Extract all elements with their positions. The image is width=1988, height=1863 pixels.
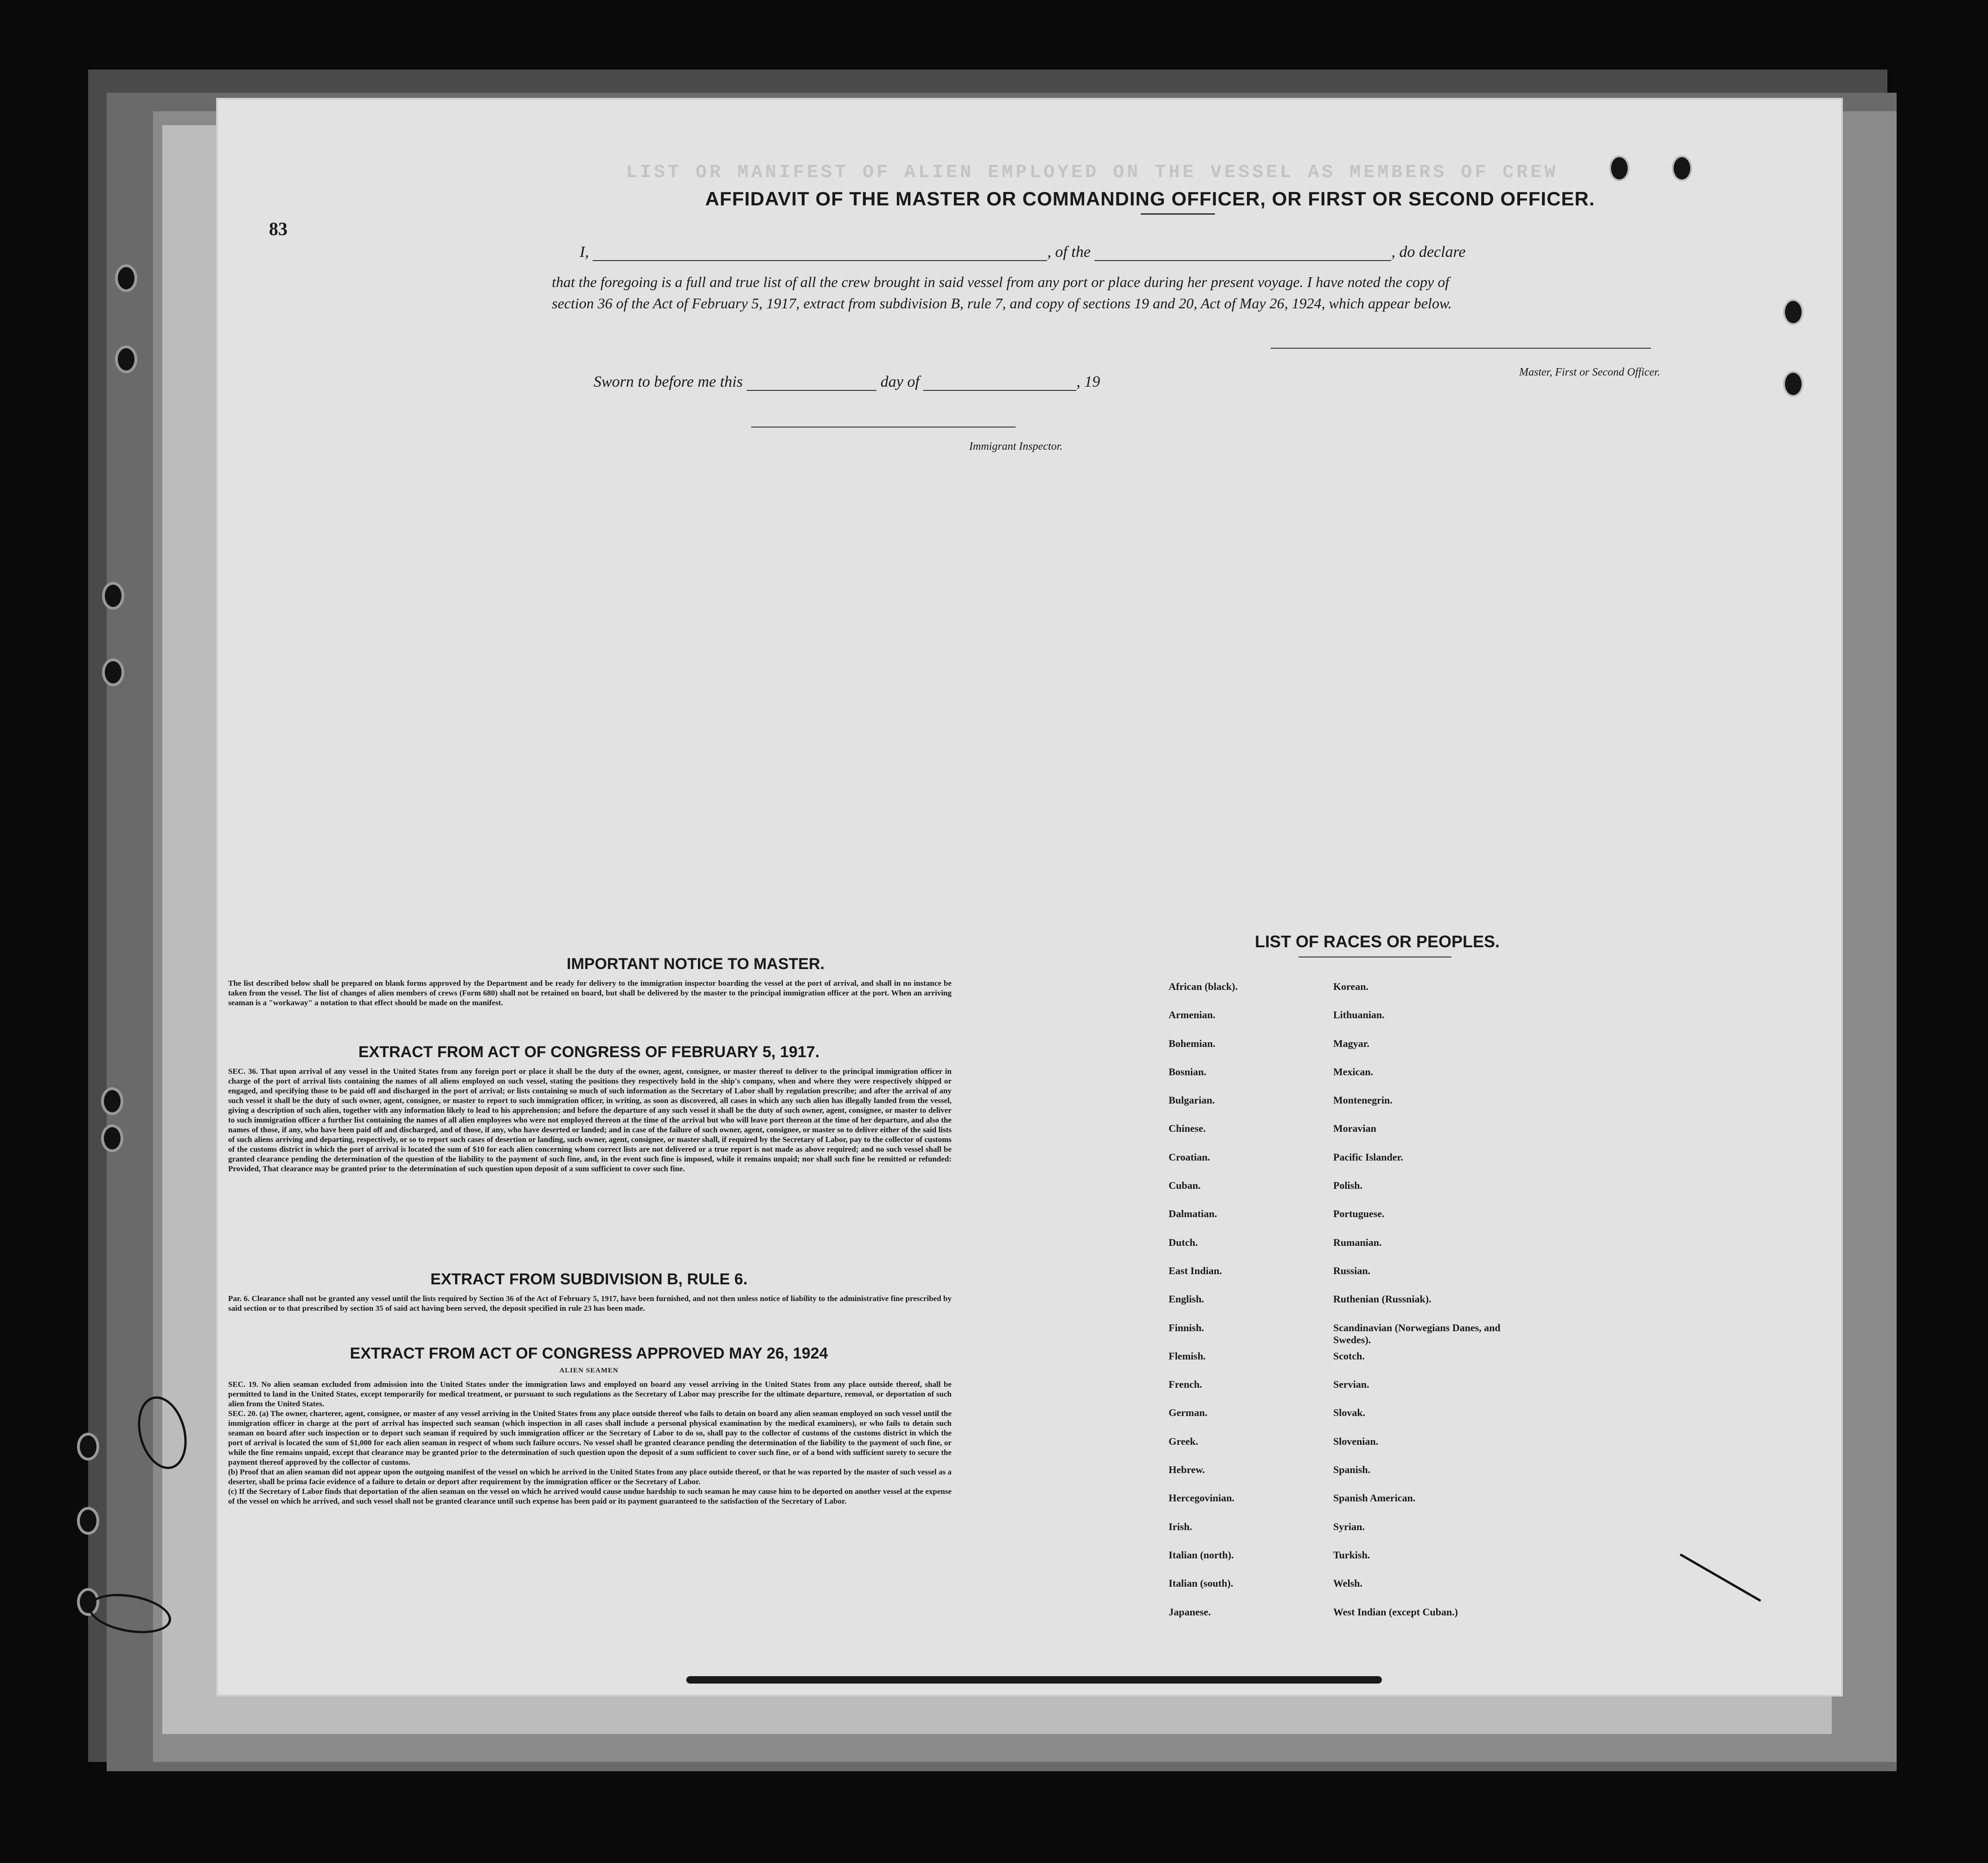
race-item: Rumanian. [1333,1236,1382,1248]
race-item: Spanish. [1333,1464,1371,1476]
race-item: Pacific Islander. [1333,1151,1403,1163]
races-left-column [1169,981,1345,1634]
race-item: Hebrew. [1169,1464,1205,1476]
race-item: German. [1169,1407,1208,1419]
punch-hole [1609,155,1630,181]
officer-signature-blank[interactable] [1271,348,1651,349]
extract-1924-subtitle: ALIEN SEAMEN [559,1367,619,1374]
race-item: Portuguese. [1333,1208,1385,1220]
punch-hole [1783,371,1803,397]
day-of-label: day of [880,373,920,390]
race-item: Magyar. [1333,1037,1370,1049]
race-item: Italian (north). [1169,1549,1234,1561]
race-item: Syrian. [1333,1520,1365,1532]
race-item: Japanese. [1169,1606,1211,1618]
sworn-label: Sworn to before me this [594,373,743,390]
divider [1141,213,1215,215]
race-item: East Indian. [1169,1264,1222,1276]
race-item: Italian (south). [1169,1577,1234,1589]
punch-hole [77,1507,99,1535]
race-item: Finnish. [1169,1321,1204,1333]
race-item: Lithuanian. [1333,1009,1385,1021]
affidavit-body: that the foregoing is a full and true list of all the crew brought in said vessel from any port or place during her present voyage. I have noted the copy of section 36 of the Act of February 5, 1917, extract from subdivision B, rule 7, and copy of sections 19 and 20, Act of May 26, 1924, which appear below. [552,274,1452,312]
race-item: French. [1169,1378,1202,1391]
punch-hole [102,658,124,686]
extract-1917-title: EXTRACT FROM ACT OF CONGRESS OF FEBRUARY 5, 1917. [358,1043,820,1061]
race-item: Ruthenian (Russniak). [1333,1293,1432,1305]
punch-hole [101,1124,123,1152]
race-item: Russian. [1333,1264,1371,1276]
race-item: Dalmatian. [1169,1208,1217,1220]
vessel-name-blank[interactable] [1094,260,1391,261]
inspector-caption: Immigrant Inspector. [969,440,1063,453]
race-item: Moravian [1333,1123,1376,1135]
race-item: English. [1169,1293,1204,1305]
section-20b-text: (b) Proof that an alien seaman did not appear upon the outgoing manifest of the vessel on which he arrived in the United States from any place outside thereof, or that he was reported by the master of such vessel as a deserter, shall be prima facie evidence of a failure to detain or deport after requirement by the immigration officer or the Secretary of Labor. [228,1467,952,1486]
race-item: Scandinavian (Norwegians Danes, and Swedes). [1333,1321,1501,1346]
punch-hole [77,1433,99,1461]
section-19-text: SEC. 19. No alien seaman excluded from admission into the United States under the immigration laws and employed on board any vessel arriving in the United States from any place outside thereof, shall be permitted to land in the United States, except temporarily for medical treatment, or pursuant to such regulations as the Secretary of Labor may prescribe for the ultimate departure, removal, or deportation of such alien from the United States. [228,1380,952,1408]
extract-1917-text: SEC. 36. That upon arrival of any vessel in the United States from any foreign port or place it shall be the duty of the owner, agent, consignee, or master thereof to deliver to the principal immigration officer in charge of the port of arrival lists containing the names of all aliens employed on such vessel, stating the positions they respectively hold in the ship's company, when and where they were respectively shipped or engaged, and specifying those to be paid off and discharged in the port of arrival; or lists containing so much of such information as the Secretary of Labor shall by regulation prescribe; and after the arrival of any such vessel it shall be the duty of such owner, agent, consignee, or master to report to such immigration officer, in writing, as soon as discovered, all cases in which any such alien has illegally landed from the vessel, giving a description of such alien, together with any information likely to lead to his apprehension; and before the departure of any such vessel it shall be the duty of such owner, agent, consignee, or master to deliver to such immigration officer a further list containing the names of all alien employees who were not employed thereon at the time of the arrival but who will leave port thereon at the time of her departure, and also the names of those, if any, who have been paid off and discharged, and of those, if any, who have deserted or landed; and in case of the failure of such owner, agent, consignee, or master so to deliver either of the said lists of such aliens arriving and departing, respectively, or so to report such cases of desertion or landing, such owner, agent, consignee, or master shall, if required by the Secretary of Labor, pay to the collector of customs of the customs district in which the port of arrival is located the sum of $10 for each alien concerning whom correct lists are not delivered or a true report is not made as above required; and no such vessel shall be granted clearance pending the determination of the question of the liability to the payment of such fine, and, in the event such fine is imposed, while it remains unpaid; nor shall such fine be remitted or refunded: Provided, That clearance may be granted prior to the determination of such question upon deposit of a sum sufficient to cover such fine. [228,1067,952,1173]
race-item: Armenian. [1169,1009,1215,1021]
punch-hole [101,1087,123,1115]
race-item: Hercegovinian. [1169,1492,1234,1504]
race-item: Welsh. [1333,1577,1362,1589]
race-item: Croatian. [1169,1151,1210,1163]
year-prefix: , 19 [1076,373,1100,390]
section-20a-text: SEC. 20. (a) The owner, charterer, agent, consignee, or master of any vessel arriving in the United States from any place outside thereof who fails to detain on board any alien seaman employed on such vessel until the immigration officer in charge at the port of arrival has inspected such seaman (which inspection in all cases shall include a personal physical examination by the medical examiners), or who fails to detain such seaman on board after such inspection or to deport such seaman if required by such immigration officer or the Secretary of Labor to do so, shall pay to the collector of customs of the customs district in which the port of arrival is located the sum of $1,000 for each alien seaman in respect of whom such failure occurs. No vessel shall be granted clearance pending the determination of the liability to the payment of such fine, or while the fine remains unpaid, except that clearance may be granted prior to the determination of such question upon the deposit of a sum sufficient to cover such fine, or of a bond with sufficient surety to secure the payment thereof approved by the collector of customs. [228,1409,952,1467]
affidavit-declaration-line [580,243,1679,261]
notice-text: The list described below shall be prepared on blank forms approved by the Department and be ready for delivery to the immigration inspector boarding the vessel at the port of arrival, and shall in no instance be taken from the vessel. The list of changes of alien members of crews (Form 680) shall not be retained on board, but shall be delivered by the master to the principal immigration officer at the port. When an arriving seaman is a "workaway" a notation to that effect should be made on the manifest. [228,979,952,1007]
sworn-day-blank[interactable] [747,390,876,391]
sworn-month-blank[interactable] [923,390,1076,391]
punch-hole [1783,299,1803,325]
race-item: Greek. [1169,1435,1198,1447]
race-item: Turkish. [1333,1549,1370,1561]
extract-1924-body [228,1379,952,1506]
race-item: Slovak. [1333,1407,1366,1419]
section-20c-text: (c) If the Secretary of Labor finds that deportation of the alien seaman on the vessel on which he arrived would cause undue hardship to such seaman he may cause him to be deported on another vessel at the expense of the vessel on which he arrived, and such vessel shall not be granted clearance until such expense has been paid or its payment guaranteed to the satisfaction of the Secretary of Labor. [228,1487,952,1506]
race-item: Bosnian. [1169,1065,1207,1078]
race-item: Bohemian. [1169,1037,1215,1049]
extract-rule6-text: Par. 6. Clearance shall not be granted any vessel until the lists required by Section 36 of the Act of February 5, 1917, have been furnished, and not then unless notice of liability to the administrative fine prescribed by said section or to that prescribed by section 35 of said act having been served, the deposit specified in rule 23 has been made. [228,1294,952,1313]
race-item: Cuban. [1169,1180,1201,1192]
races-right-column [1333,981,1556,1634]
race-item: Montenegrin. [1333,1094,1393,1106]
extract-1924-title: EXTRACT FROM ACT OF CONGRESS APPROVED MAY 26, 1924 [350,1345,828,1362]
race-item: Bulgarian. [1169,1094,1215,1106]
do-declare-label: , do declare [1391,243,1466,261]
extract-rule6-title: EXTRACT FROM SUBDIVISION B, RULE 6. [430,1270,748,1288]
race-item: Spanish American. [1333,1492,1416,1504]
punch-hole [1672,155,1692,181]
races-title: LIST OF RACES OR PEOPLES. [1254,932,1500,951]
margin-mark: 83 [269,218,288,239]
race-item: Scotch. [1333,1350,1365,1362]
race-item: Polish. [1333,1180,1362,1192]
affidavit-title: AFFIDAVIT OF THE MASTER OR COMMANDING OFFICER, OR FIRST OR SECOND OFFICER. [705,188,1595,210]
notice-title: IMPORTANT NOTICE TO MASTER. [567,955,825,973]
race-item: Dutch. [1169,1236,1198,1248]
punch-hole [115,345,137,373]
race-item: Slovenian. [1333,1435,1379,1447]
race-item: Chinese. [1169,1123,1206,1135]
ink-smudge [686,1676,1382,1684]
race-item: Flemish. [1169,1350,1206,1362]
race-item: African (black). [1169,981,1238,992]
race-item: Irish. [1169,1520,1192,1532]
race-item: Korean. [1333,981,1368,992]
sworn-line [594,373,1382,391]
of-the-label: , of the [1047,243,1091,261]
race-item: Mexican. [1333,1065,1374,1078]
race-item: West Indian (except Cuban.) [1333,1606,1458,1618]
bleed-through-heading: LIST OR MANIFEST OF ALIEN EMPLOYED ON THE VESSEL AS MEMBERS OF CREW [626,162,1559,183]
race-item: Servian. [1333,1378,1369,1391]
officer-name-blank[interactable] [593,260,1047,261]
i-label: I, [580,243,589,261]
punch-hole [102,582,124,610]
affidavit-form-sheet [218,100,1841,1695]
punch-hole [115,264,137,292]
signature-caption: Master, First or Second Officer. [1519,366,1660,378]
